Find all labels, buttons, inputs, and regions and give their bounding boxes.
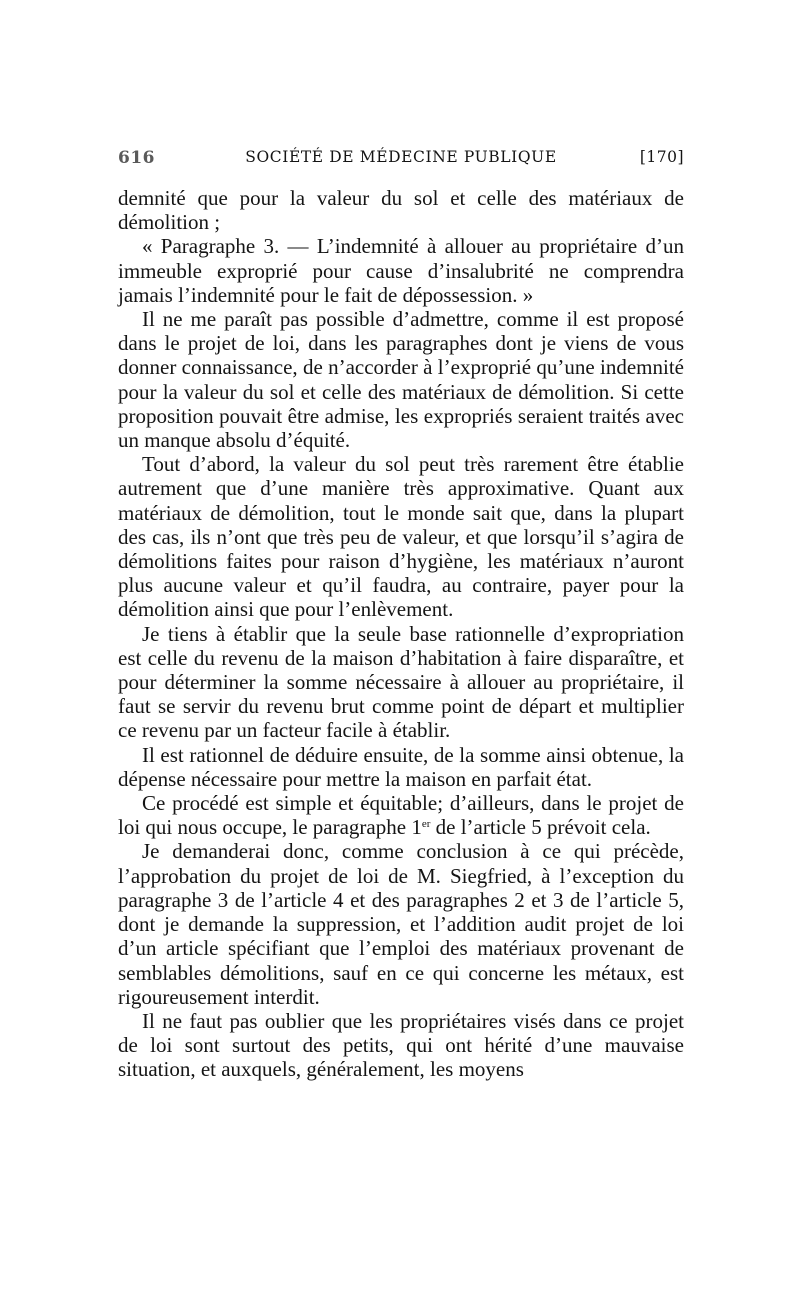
paragraph bbox=[118, 791, 684, 839]
paragraph: Tout d’abord, la valeur du sol peut très rarement être établie autrement que d’une manière très approximative. Quant aux matériaux de démolition, tout le monde sait que, dans la plupart des cas, ils n’ont que très peu de valeur, et que lorsqu’il s’agira de démolitions faites pour raison d’hygiène, les matériaux n’auront plus aucune valeur et qu’il faudra, au contraire, payer pour la démolition ainsi que pour l’enlèvement. bbox=[118, 452, 684, 622]
body-text bbox=[118, 186, 684, 1082]
superscript: er bbox=[421, 818, 431, 831]
paragraph: Il est rationnel de déduire ensuite, de la somme ainsi obtenue, la dépense nécessaire pour mettre la maison en parfait état. bbox=[118, 742, 684, 791]
paragraph: Je tiens à établir que la seule base rationnelle d’expropriation est celle du revenu de la maison d’habitation à faire disparaître, et pour déterminer la somme nécessaire à allouer au propriétaire, il faut se servir du revenu brut comme point de départ et multiplier ce revenu par un facteur facile à établir. bbox=[118, 621, 684, 743]
page-number: 616 bbox=[118, 148, 155, 168]
original-page-number: [170] bbox=[639, 148, 684, 166]
paragraph-continuation: demnité que pour la valeur du sol et celle des matériaux de démolition ; bbox=[118, 186, 684, 235]
paragraph: Je demanderai donc, comme conclusion à ce qui précède, l’approbation du projet de loi de M. Siegfried, à l’exception du paragraphe 3 de l’article 4 et des paragraphes 2 et 3 de l’article 5, dont je demande la suppression, et l’addition audit projet de loi d’un article spécifiant que l’emploi des matériaux provenant de semblables démolitions, sauf en ce qui concerne les métaux, est rigoureusement interdit. bbox=[118, 839, 684, 1009]
paragraph-quote: « Paragraphe 3. — L’indemnité à allouer au propriétaire d’un immeuble exproprié pour cause d’insalubrité ne comprendra jamais l’indemnité pour le fait de dépossession. » bbox=[118, 234, 684, 307]
running-header bbox=[118, 148, 684, 176]
paragraph: Il ne me paraît pas possible d’admettre, comme il est proposé dans le projet de loi, dans les paragraphes dont je viens de vous donner connaissance, de n’accorder à l’exproprié qu’une indemnité pour la valeur du sol et celle des matériaux de démolition. Si cette proposition pouvait être admise, les expropriés seraient traités avec un manque absolu d’équité. bbox=[118, 307, 684, 453]
paragraph: Il ne faut pas oublier que les propriétaires visés dans ce projet de loi sont surtout des petits, qui ont hérité d’une mauvaise situation, et auxquels, généralement, les moyens bbox=[118, 1008, 684, 1082]
running-title: SOCIÉTÉ DE MÉDECINE PUBLIQUE bbox=[245, 148, 557, 166]
paragraph-text: Ce procédé est simple et équitable; d’ailleurs, dans le projet de loi qui nous occupe, le paragraphe 1 bbox=[118, 791, 684, 840]
paragraph-text: de l’article 5 prévoit cela. bbox=[430, 815, 651, 840]
